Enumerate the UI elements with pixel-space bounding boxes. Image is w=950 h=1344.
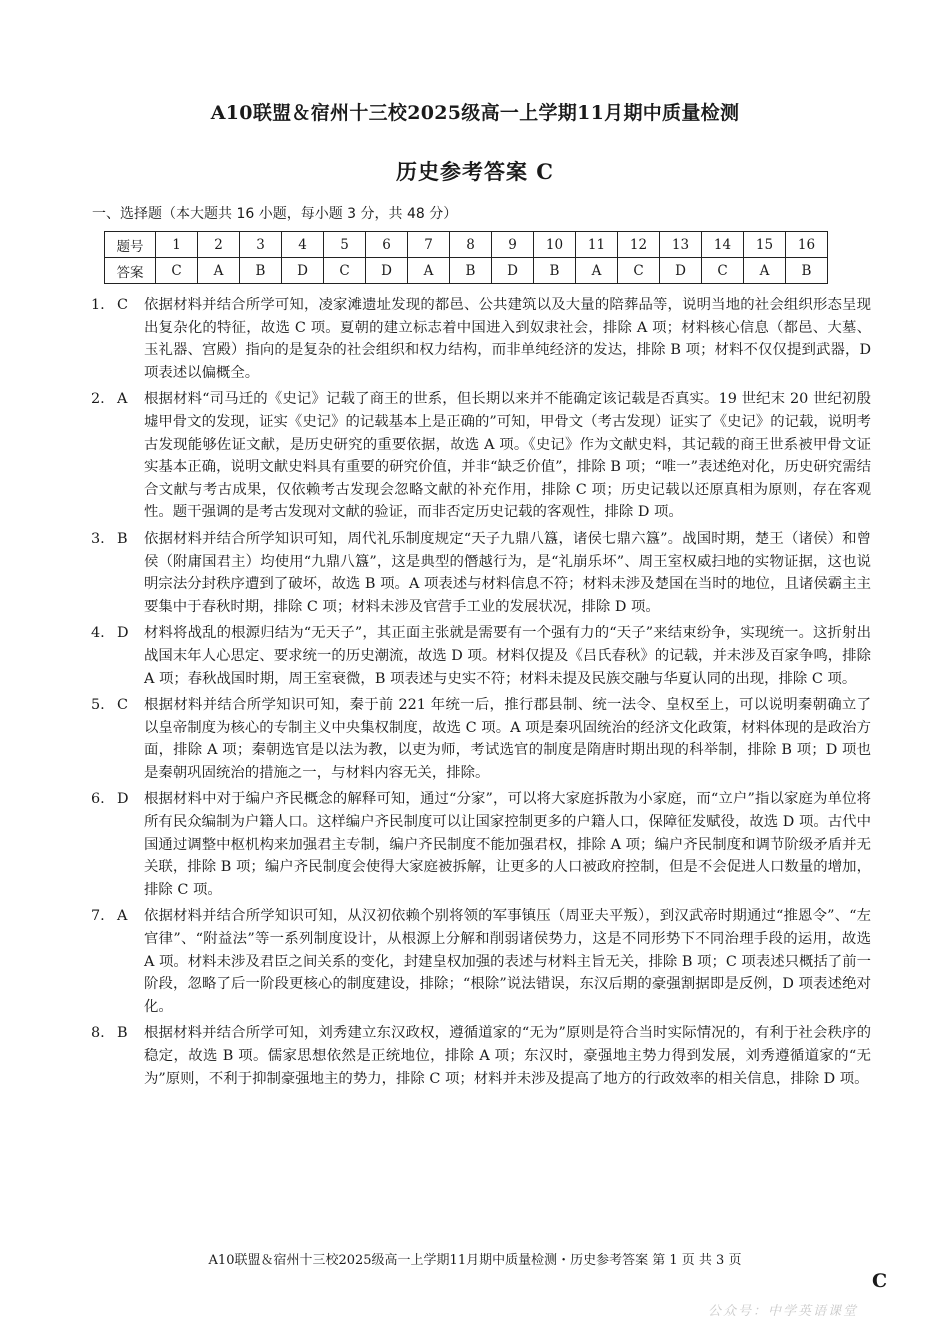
section-heading: 一、选择题（本大题共 16 小题，每小题 3 分，共 48 分）	[92, 206, 458, 222]
row-header: 题号	[105, 232, 156, 258]
explanation-item	[91, 1022, 871, 1090]
question-number-cell: 11	[576, 232, 618, 258]
item-number: 6.	[91, 791, 105, 808]
answer-table-number-row	[105, 232, 828, 258]
item-number: 2.	[91, 391, 105, 408]
question-number-cell: 12	[618, 232, 660, 258]
answer-cell: C	[702, 258, 744, 284]
item-text: 根据材料并结合所学知识可知，秦于前 221 年统一后，推行郡县制、统一法令、皇权至上，可以说明秦朝确立了以皇帝制度为核心的专制主义中央集权制度，故选 C 项。A 项是秦巩固统治的经济文化政策，材料体现的是政治方面，排除 A 项；秦朝选官是以法为教，以吏为师，考试选官的制度是隋唐时期出现的科举制，排除 B 项；D 项也是秦朝巩固统治的措施之一，与材料内容无关，排除。	[144, 697, 871, 781]
item-answer: A	[117, 391, 128, 408]
answer-cell: C	[324, 258, 366, 284]
question-number-cell: 15	[744, 232, 786, 258]
answer-cell: A	[408, 258, 450, 284]
question-number-cell: 1	[156, 232, 198, 258]
item-number: 3.	[91, 530, 105, 547]
question-number-cell: 10	[534, 232, 576, 258]
question-number-cell: 8	[450, 232, 492, 258]
watermark: 公众号：中学英语课堂	[708, 1304, 859, 1319]
question-number-cell: 5	[324, 232, 366, 258]
answer-cell: B	[240, 258, 282, 284]
item-answer: B	[117, 530, 128, 547]
item-number: 5.	[91, 697, 105, 714]
question-number-cell: 4	[282, 232, 324, 258]
answer-cell: A	[576, 258, 618, 284]
page-subtitle: 历史参考答案 C	[395, 159, 555, 184]
row-header: 答案	[105, 258, 156, 284]
answer-cell: A	[744, 258, 786, 284]
answer-cell: B	[450, 258, 492, 284]
item-number: 4.	[91, 625, 105, 642]
explanation-item	[91, 294, 871, 384]
item-answer: D	[117, 625, 129, 642]
question-number-cell: 9	[492, 232, 534, 258]
question-number-cell: 6	[366, 232, 408, 258]
explanation-item	[91, 528, 871, 618]
item-text: 根据材料中对于编户齐民概念的解释可知，通过“分家”，可以将大家庭拆散为小家庭，而“立户”指以家庭为单位将所有民众编制为户籍人口。这样编户齐民制度可以让国家控制更多的户籍人口，保障征发赋役，故选 D 项。古代中国通过调整中枢机构来加强君主专制，编户齐民制度不能加强君权，排除 A 项；编户齐民制度和调节阶级矛盾并无关联，排除 B 项；编户齐民制度会使得大家庭被拆解，让更多的人口被政府控制，但是不会促进人口数量的增加，排除 C 项。	[144, 791, 871, 898]
item-number: 1.	[91, 297, 105, 313]
explanation-item	[91, 905, 871, 1018]
item-answer: A	[117, 908, 128, 925]
answer-cell: B	[786, 258, 828, 284]
answer-cell: C	[156, 258, 198, 284]
page-footer: A10联盟＆宿州十三校2025级高一上学期11月期中质量检测・历史参考答案 第 1 页 共 3 页	[208, 1253, 742, 1268]
question-number-cell: 16	[786, 232, 828, 258]
answer-cell: D	[660, 258, 702, 284]
answer-cell: D	[366, 258, 408, 284]
item-answer: B	[117, 1025, 128, 1042]
question-number-cell: 13	[660, 232, 702, 258]
item-text: 根据材料“司马迁的《史记》记载了商王的世系，但长期以来并不能确定该记载是否真实。19 世纪末 20 世纪初殷墟甲骨文的发现，证实《史记》的记载基本上是正确的”可知，甲骨文（考古发现）证实了《史记》的记载，说明考古发现能够佐证文献，是历史研究的重要依据，故选 A 项。《史记》作为文献史料，其记载的商王世系被甲骨文证实基本正确，说明文献史料具有重要的研究价值，并非“缺乏价值”，排除 B 项；“唯一”表述绝对化，历史研究需结合文献与考古成果，仅依赖考古发现会忽略文献的补充作用，排除 C 项；历史记载以还原真相为原则，存在客观性。题干强调的是考古发现对文献的验证，而非否定历史记载的客观性，排除 D 项。	[144, 391, 871, 521]
answer-cell: D	[282, 258, 324, 284]
item-answer: C	[117, 297, 129, 313]
question-number-cell: 7	[408, 232, 450, 258]
answer-cell: A	[198, 258, 240, 284]
answer-table	[104, 231, 828, 284]
page-title: A10联盟＆宿州十三校2025级高一上学期11月期中质量检测	[210, 102, 740, 124]
explanation-item	[91, 622, 871, 690]
explanation-item	[91, 788, 871, 901]
item-text: 依据材料并结合所学可知，凌家滩遗址发现的都邑、公共建筑以及大量的陪葬品等，说明当地的社会组织形态呈现出复杂化的特征，故选 C 项。夏朝的建立标志着中国进入到奴隶社会，排除 A 项；材料核心信息（都邑、大墓、玉礼器、宫殿）指向的是复杂的社会组织和权力结构，而非单纯经济的发达，排除 B 项；材料不仅仅提到武器，D 项表述以偏概全。	[144, 297, 871, 381]
item-answer: D	[117, 791, 129, 808]
item-number: 8.	[91, 1025, 105, 1042]
answer-table-answer-row	[105, 258, 828, 284]
answer-explanations	[91, 294, 871, 1094]
explanation-item	[91, 388, 871, 524]
item-number: 7.	[91, 908, 105, 925]
item-text: 依据材料并结合所学知识可知，从汉初依赖个别将领的军事镇压（周亚夫平叛），到汉武帝时期通过“推恩令”、“左官律”、“附益法”等一系列制度设计，从根源上分解和削弱诸侯势力，这是不同形势下不同治理手段的运用，故选 A 项。材料未涉及君臣之间关系的变化，封建皇权加强的表述与材料主旨无关，排除 B 项；C 项表述只概括了前一阶段，忽略了后一阶段更核心的制度建设，排除；“根除”说法错误，东汉后期的豪强割据即是反例，D 项表述绝对化。	[144, 908, 871, 1015]
item-text: 材料将战乱的根源归结为“无天子”，其正面主张就是需要有一个强有力的“天子”来结束纷争，实现统一。这折射出战国末年人心思定、要求统一的历史潮流，故选 D 项。材料仅提及《吕氏春秋》的记载，并未涉及百家争鸣，排除 A 项；春秋战国时期，周王室衰微，B 项表述与史实不符；材料未提及民族交融与华夏认同的出现，排除 C 项。	[144, 625, 871, 687]
answer-cell: B	[534, 258, 576, 284]
item-text: 根据材料并结合所学可知，刘秀建立东汉政权，遵循道家的“无为”原则是符合当时实际情况的，有利于社会秩序的稳定，故选 B 项。儒家思想依然是正统地位，排除 A 项；东汉时，豪强地主势力得到发展，刘秀遵循道家的“无为”原则，不利于抑制豪强地主的势力，排除 C 项；材料并未涉及提高了地方的行政效率的相关信息，排除 D 项。	[144, 1025, 871, 1087]
question-number-cell: 3	[240, 232, 282, 258]
answer-cell: D	[492, 258, 534, 284]
item-text: 依据材料并结合所学知识可知，周代礼乐制度规定“天子九鼎八簋，诸侯七鼎六簋”。战国时期，楚王（诸侯）和曾侯（附庸国君主）均使用“九鼎八簋”，这是典型的僭越行为，是“礼崩乐坏”、周王室权威扫地的实物证据，这也说明宗法分封秩序遭到了破坏，故选 B 项。A 项表述与材料信息不符；材料未涉及楚国在当时的地位，且诸侯霸主主要集中于春秋时期，排除 C 项；材料未涉及官营手工业的发展状况，排除 D 项。	[144, 530, 871, 615]
version-mark: C	[872, 1270, 888, 1292]
explanation-item	[91, 694, 871, 784]
question-number-cell: 14	[702, 232, 744, 258]
question-number-cell: 2	[198, 232, 240, 258]
item-answer: C	[117, 697, 129, 714]
answer-cell: C	[618, 258, 660, 284]
